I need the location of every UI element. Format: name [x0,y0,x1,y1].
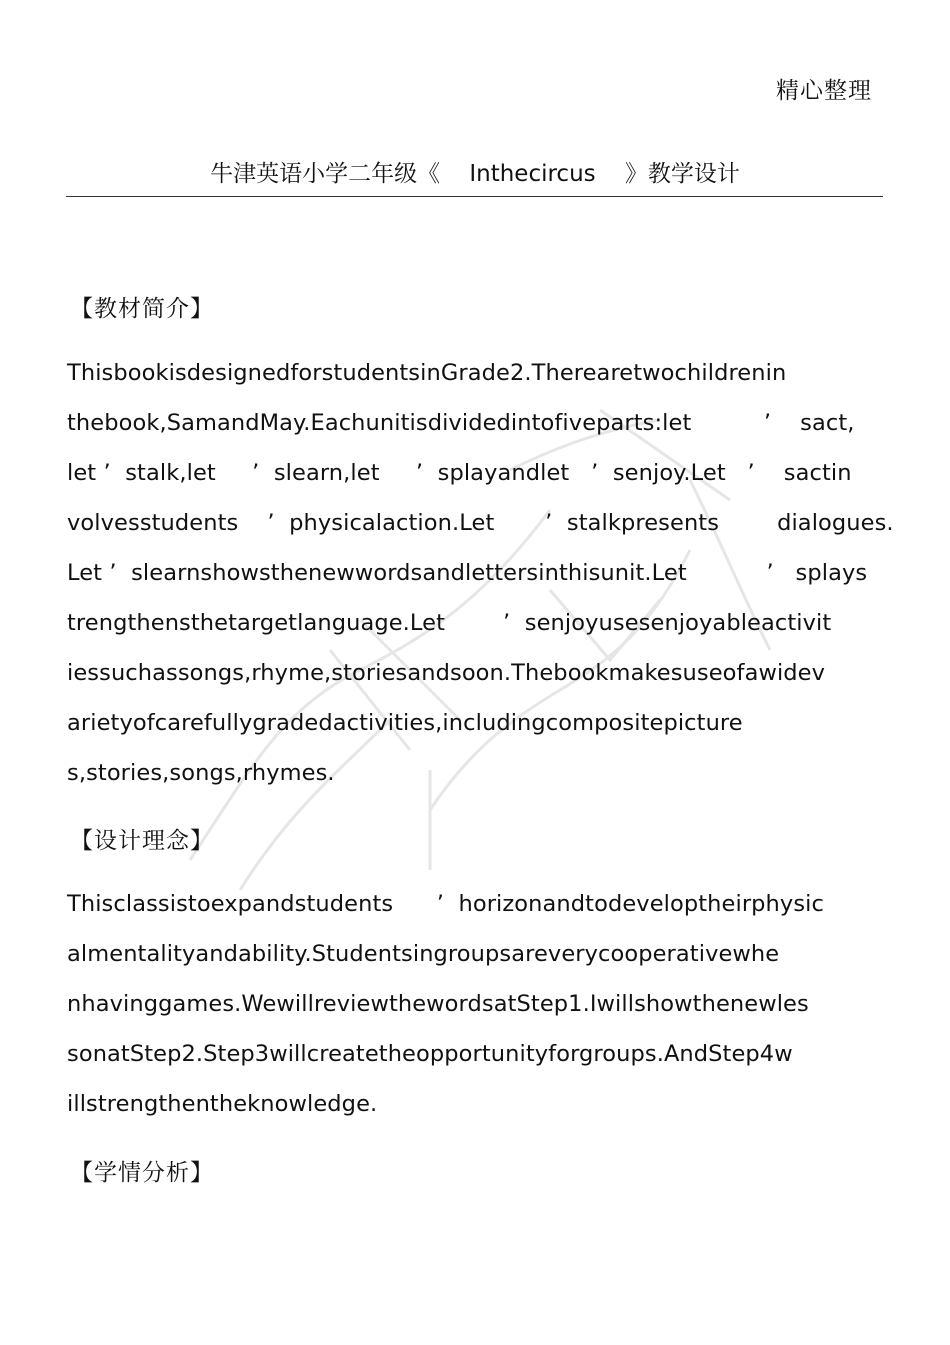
paragraph-line: trengthensthetargetlanguage.Let ’ senjoyusesenjoyableactivit [67,610,832,636]
paragraph-line: sonatStep2.Step3willcreatetheopportunityforgroups.AndStep4w [67,1041,793,1067]
paragraph-line: iessuchassongs,rhyme,storiesandsoon.Thebookmakesuseofawidev [67,660,826,686]
paragraph-line: Let ’ slearnshowsthenewwordsandlettersinthisunit.Let ’ splays [67,560,868,586]
section-heading-learner-analysis: 【学情分析】 [70,1160,214,1186]
paragraph-line: s,stories,songs,rhymes. [67,760,335,786]
paragraph-line: Thisclassistoexpandstudents ’ horizonandtodeveloptheirphysic [67,891,824,917]
paragraph-line: nhavinggames.WewillreviewthewordsatStep1.Iwillshowthenewles [67,991,809,1017]
section-heading-textbook-intro: 【教材简介】 [70,296,214,322]
paragraph-line: thebook,SamandMay.Eachunitisdividedintofiveparts:let ’ sact, [67,410,855,436]
paragraph-line: almentalityandability.Studentsingroupsareverycooperativewhe [67,941,780,967]
paragraph-line: volvesstudents ’ physicalaction.Let ’ stalkpresents dialogues. [67,510,894,536]
paragraph-line: arietyofcarefullygradedactivities,includingcompositepicture [67,710,743,736]
paragraph-line: let ’ stalk,let ’ slearn,let ’ splayandlet ’ senjoy.Let ’ sactin [67,460,852,486]
paragraph-line: ThisbookisdesignedforstudentsinGrade2.Therearetwochildrenin [67,360,787,386]
title-divider [66,196,883,197]
paragraph-line: illstrengthentheknowledge. [67,1091,378,1117]
document-title: 牛津英语小学二年级《 Inthecircus 》教学设计 [210,161,740,187]
section-heading-design-concept: 【设计理念】 [70,828,214,854]
header-note: 精心整理 [776,78,872,104]
